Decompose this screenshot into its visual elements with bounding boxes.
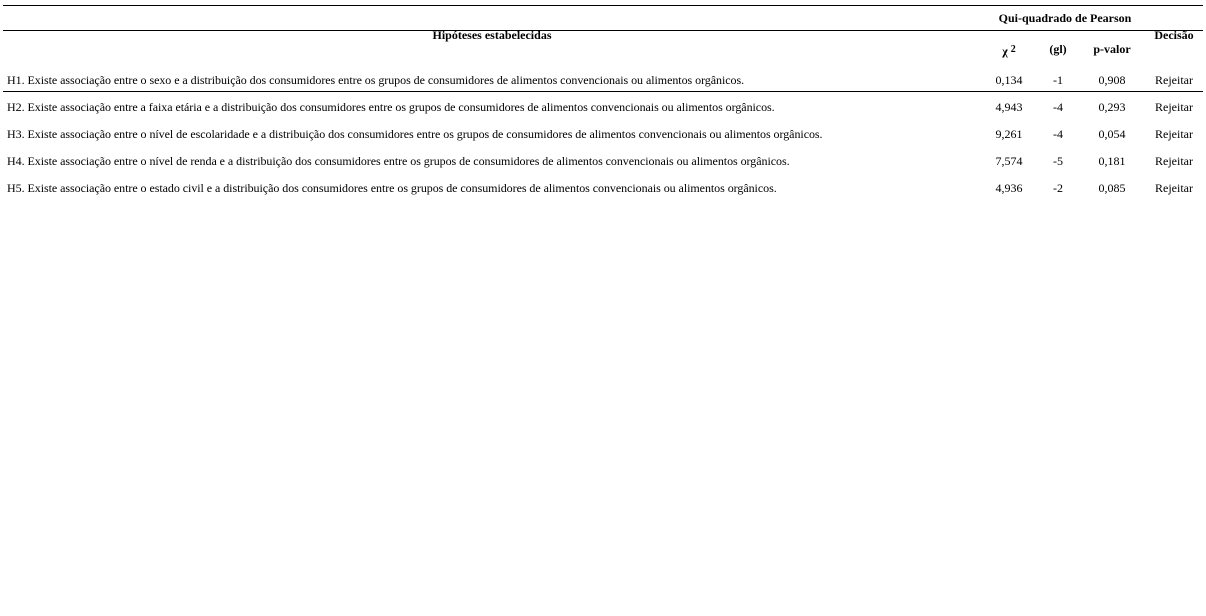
decision-header: Decisão: [1154, 28, 1194, 42]
p-value: 0,054: [1098, 127, 1126, 141]
pvalue-header: p-valor: [1093, 42, 1131, 56]
gl-header: (gl): [1049, 42, 1067, 56]
table-row: [0, 127, 1206, 141]
chi2-value: 0,134: [995, 73, 1023, 87]
chi2-value: 9,261: [995, 127, 1023, 141]
p-value: 0,908: [1098, 73, 1126, 87]
chi-square-header: [985, 44, 1033, 60]
chi2-value: 4,943: [995, 100, 1023, 114]
table-row: [0, 181, 1206, 195]
gl-value: -4: [1053, 100, 1063, 114]
decision-value: Rejeitar: [1155, 73, 1193, 87]
row-separator-rule: [3, 91, 1203, 92]
hypothesis-text: H4. Existe associação entre o nível de renda e a distribuição dos consumidores entre os grupos de consumidores de alimentos convencionais ou alimentos orgânicos.: [7, 154, 790, 168]
decision-value: Rejeitar: [1155, 154, 1193, 168]
chi-symbol: χ: [1002, 44, 1008, 58]
p-value: 0,181: [1098, 154, 1126, 168]
hypotheses-header: Hipóteses estabelecidas: [432, 28, 552, 42]
hypothesis-text: H2. Existe associação entre a faixa etária e a distribuição dos consumidores entre os grupos de consumidores de alimentos convencionais ou alimentos orgânicos.: [7, 100, 775, 114]
p-value: 0,293: [1098, 100, 1126, 114]
chi-exponent: 2: [1010, 44, 1016, 55]
hypothesis-text: H1. Existe associação entre o sexo e a distribuição dos consumidores entre os grupos de consumidores de alimentos convencionais ou alimentos orgânicos.: [7, 73, 745, 87]
pearson-group-header: Qui-quadrado de Pearson: [998, 11, 1132, 25]
chi2-value: 4,936: [995, 181, 1023, 195]
table-row: [0, 100, 1206, 114]
decision-value: Rejeitar: [1155, 127, 1193, 141]
gl-value: -5: [1053, 154, 1063, 168]
gl-value: -4: [1053, 127, 1063, 141]
table-row: [0, 73, 1206, 87]
gl-value: -1: [1053, 73, 1063, 87]
chi2-value: 7,574: [995, 154, 1023, 168]
decision-value: Rejeitar: [1155, 181, 1193, 195]
table-row: [0, 154, 1206, 168]
gl-value: -2: [1053, 181, 1063, 195]
hypothesis-text: H3. Existe associação entre o nível de escolaridade e a distribuição dos consumidores entre os grupos de consumidores de alimentos convencionais ou alimentos orgânicos.: [7, 127, 823, 141]
p-value: 0,085: [1098, 181, 1126, 195]
hypothesis-text: H5. Existe associação entre o estado civil e a distribuição dos consumidores entre os grupos de consumidores de alimentos convencionais ou alimentos orgânicos.: [7, 181, 777, 195]
table-top-rule: [3, 5, 1203, 6]
decision-value: Rejeitar: [1155, 100, 1193, 114]
